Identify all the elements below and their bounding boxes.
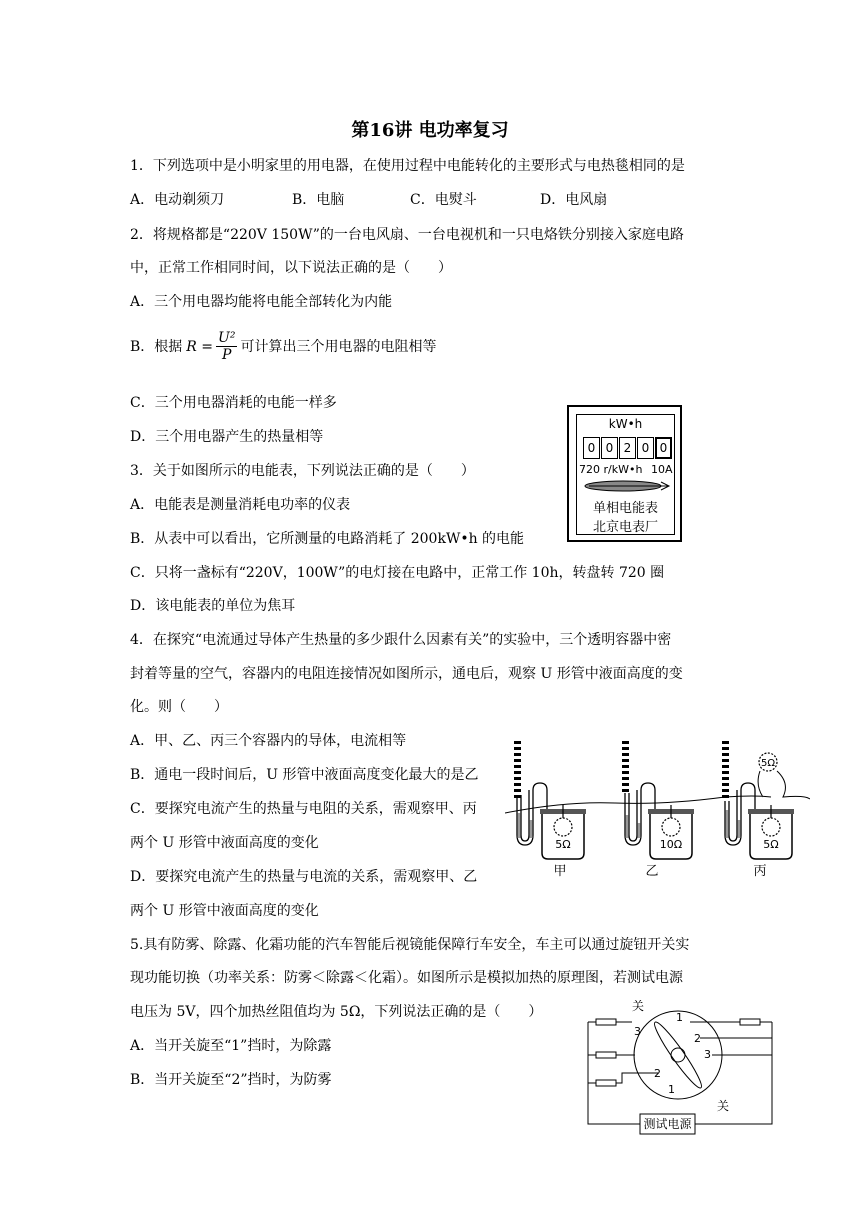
contact-label: 1 — [676, 1011, 683, 1024]
q3-option-d: D．该电能表的单位为焦耳 — [130, 598, 296, 614]
q4-stem-line2: 封着等量的空气，容器内的电阻连接情况如图所示，通电后，观察 U 形管中液面高度的变 — [130, 666, 683, 682]
power-source-label: 测试电源 — [643, 1117, 692, 1131]
formula-numerator: U² — [218, 330, 236, 346]
q1-option-c: C．电熨斗 — [410, 192, 477, 208]
q3-option-b: B．从表中可以看出，它所测量的电路消耗了 200kW•h 的电能 — [130, 531, 525, 547]
q2-stem-line1: 2．将规格都是“220V 150W”的一台电风扇、一台电视机和一只电烙铁分别接入家庭电路 — [130, 227, 684, 243]
q3-option-a: A．电能表是测量消耗电功率的仪表 — [130, 497, 351, 513]
switch-label-top: 关 — [632, 1000, 645, 1013]
q2-option-b — [130, 330, 436, 363]
page-title: 第16讲 电功率复习 — [351, 120, 509, 141]
heating-wire-3 — [596, 1080, 616, 1086]
contact-label: 2 — [654, 1067, 661, 1080]
switch-rotor — [650, 1019, 706, 1091]
meter-name: 单相电能表 — [592, 501, 658, 516]
q3-option-c: C．只将一盏标有“220V，100W”的电灯接在电路中，正常工作 10h，转盘转 720 圈 — [130, 565, 665, 581]
rotary-switch-circuit-figure — [580, 1000, 785, 1140]
q4-stem-line1: 4．在探究“电流通过导体产生热量的多少跟什么因素有关”的实验中，三个透明容器中密 — [130, 632, 672, 648]
q1-option-a: A．电动剃须刀 — [130, 192, 225, 208]
scale-yi — [622, 739, 629, 794]
contact-label: 2 — [694, 1032, 701, 1045]
heating-wire-1 — [596, 1019, 616, 1025]
formula-denominator: P — [222, 347, 232, 363]
q2-option-a: A．三个用电器均能将电能全部转化为内能 — [130, 294, 393, 310]
scale-bing — [722, 739, 729, 801]
q3-stem: 3．关于如图所示的电能表，下列说法正确的是（ ） — [130, 463, 475, 479]
q2-option-d: D．三个用电器产生的热量相等 — [130, 429, 324, 445]
contact-label: 3 — [704, 1048, 711, 1061]
q4-option-b: B．通电一段时间后，U 形管中液面高度变化最大的是乙 — [130, 767, 479, 783]
energy-meter-panel — [576, 414, 675, 535]
coil-jia — [554, 818, 572, 836]
u-tube-experiment-figure — [505, 735, 810, 885]
meter-maker: 北京电表厂 — [592, 520, 658, 535]
circuit-wires — [505, 771, 810, 813]
heating-wire-2 — [596, 1052, 616, 1058]
q1-stem: 1．下列选项中是小明家里的用电器，在使用过程中电能转化的主要形式与电热毯相同的是 — [130, 158, 685, 174]
scale-jia — [514, 739, 521, 799]
q4-option-d-line1: D．要探究电流产生的热量与电流的关系，需观察甲、乙 — [130, 869, 478, 885]
formula-lhs: R = — [186, 338, 214, 355]
q2-option-c: C．三个用电器消耗的电能一样多 — [130, 395, 337, 411]
resistor-label-bing: 5Ω — [763, 838, 779, 851]
q4-stem-line3: 化。则（ ） — [130, 699, 228, 715]
meter-digit: 0 — [637, 437, 654, 459]
resistor-label-yi: 10Ω — [659, 838, 683, 851]
q5-option-a: A．当开关旋至“1”挡时，为除露 — [130, 1038, 332, 1054]
switch-pivot — [671, 1048, 685, 1062]
resistor-label-outer: 5Ω — [760, 758, 776, 769]
meter-digit: 0 — [583, 437, 600, 459]
container-label-bing: 丙 — [753, 864, 767, 879]
coil-bing — [762, 818, 780, 836]
container-label-jia: 甲 — [553, 864, 567, 879]
q1-option-b: B．电脑 — [292, 192, 345, 208]
q5-stem-line3: 电压为 5V，四个加热丝阻值均为 5Ω，下列说法正确的是（ ） — [130, 1004, 543, 1020]
q4-option-c-line2: 两个 U 形管中液面高度的变化 — [130, 835, 319, 851]
contact-label: 3 — [634, 1025, 641, 1038]
right-wire — [695, 1022, 772, 1124]
meter-disc-icon — [581, 478, 671, 494]
q5-stem-line2: 现功能切换（功率关系：防雾＜除露＜化霜）。如图所示是模拟加热的原理图，若测试电源 — [130, 970, 683, 986]
meter-spec-rate: 720 r/kW•h — [579, 463, 643, 476]
q2-option-b-suffix: 可计算出三个用电器的电阻相等 — [240, 338, 437, 355]
heating-wire-4 — [740, 1019, 760, 1025]
q4-option-c-line1: C．要探究电流产生的热量与电阻的关系，需观察甲、丙 — [130, 801, 477, 817]
coil-yi — [662, 818, 680, 836]
q4-option-d-line2: 两个 U 形管中液面高度的变化 — [130, 903, 319, 919]
q5-option-b: B．当开关旋至“2”挡时，为防雾 — [130, 1072, 332, 1088]
meter-digit: 0 — [601, 437, 618, 459]
meter-digit: 2 — [619, 437, 636, 459]
q2-stem-line2: 中，正常工作相同时间，以下说法正确的是（ ） — [130, 260, 452, 276]
meter-spec-current: 10A — [651, 463, 673, 476]
q4-option-a: A．甲、乙、丙三个容器内的导体，电流相等 — [130, 733, 407, 749]
meter-digit: 0 — [655, 437, 672, 459]
q5-stem-line1: 5.具有防雾、除露、化霜功能的汽车智能后视镜能保障行车安全，车主可以通过旋钮开关实 — [130, 937, 690, 953]
formula-fraction — [216, 330, 237, 363]
switch-label-bottom: 关 — [717, 1099, 730, 1113]
meter-unit: kW•h — [608, 417, 643, 431]
energy-meter-figure — [567, 405, 682, 542]
meter-digits — [583, 437, 673, 459]
q2-option-b-prefix: B．根据 — [130, 338, 183, 355]
container-label-yi: 乙 — [645, 864, 659, 879]
contact-label: 1 — [668, 1083, 675, 1096]
resistor-label-jia: 5Ω — [555, 838, 571, 851]
q1-option-d: D．电风扇 — [540, 192, 608, 208]
